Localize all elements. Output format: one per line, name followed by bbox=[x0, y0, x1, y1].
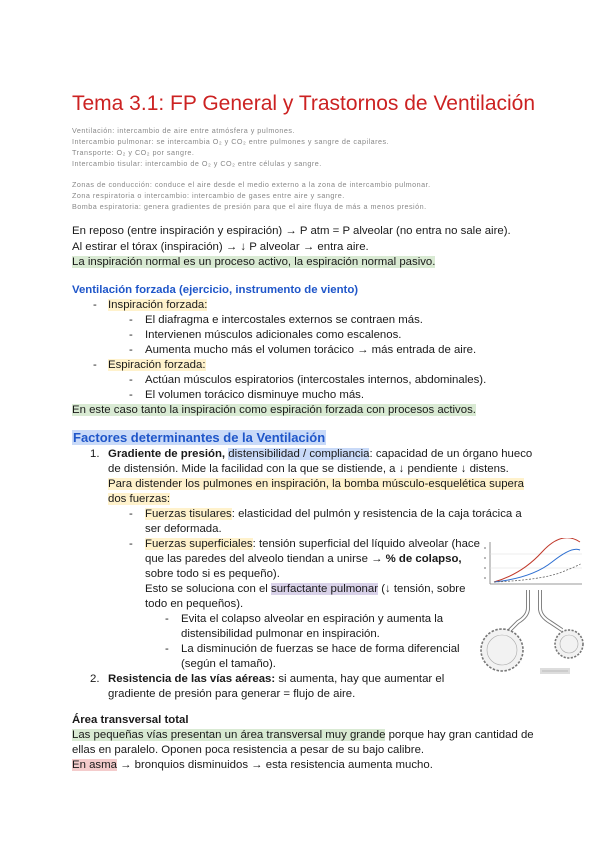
factor-2-line2: gradiente de presión para generar = flujo de aire. bbox=[108, 688, 356, 700]
dash-bullet: - bbox=[165, 643, 169, 655]
factor-2-title: Resistencia de las vías aéreas: bbox=[108, 673, 276, 685]
definition-line: Intercambio pulmonar: se intercambia O₂ y CO₂ entre pulmones y sangre de capilares. bbox=[72, 137, 390, 146]
surfactant-effect: Evita el colapso alveolar en espiración y aumenta la bbox=[181, 613, 444, 625]
surface-forces-text: : tensión superficial del líquido alveolar (hace bbox=[252, 538, 480, 550]
dash-bullet: - bbox=[129, 389, 133, 401]
surface-forces-line2: que las paredes del alveolo tiendan a unirse → bbox=[145, 553, 386, 565]
list-item: Aumenta mucho más el volumen torácico → más entrada de aire. bbox=[145, 344, 477, 356]
zone-line: Bomba espiratoria: genera gradientes de presión para que el aire fluya de más a menos presión. bbox=[72, 202, 427, 211]
factor-2-text: si aumenta, hay que aumentar el bbox=[275, 673, 445, 685]
dash-bullet: - bbox=[129, 538, 133, 550]
area-text: porque hay gran cantidad de bbox=[385, 729, 534, 741]
area-highlight: Las pequeñas vías presentan un área transversal muy grande bbox=[72, 729, 386, 741]
surfactant-effect: (según el tamaño). bbox=[181, 658, 276, 670]
dash-bullet: - bbox=[129, 508, 133, 520]
forced-ventilation-heading: Ventilación forzada (ejercicio, instrumento de viento) bbox=[72, 284, 359, 296]
rest-line: En reposo (entre inspiración y espiración) → P atm = P alveolar (no entra no sale aire). bbox=[72, 225, 511, 237]
asthma-text: → bronquios disminuidos → esta resistencia aumenta mucho. bbox=[116, 759, 433, 771]
surfactant-line2: todo en pequeños). bbox=[145, 598, 244, 610]
definition-line: Transporte: O₂ y CO₂ por sangre. bbox=[72, 148, 195, 157]
surface-forces-term: Fuerzas superficiales bbox=[145, 538, 253, 550]
page-title: Tema 3.1: FP General y Trastornos de Ventilación bbox=[72, 92, 536, 115]
alveoli-illustration bbox=[478, 590, 590, 690]
dash-bullet: - bbox=[129, 329, 133, 341]
forced-conclusion: En este caso tanto la inspiración como espiración forzada con procesos activos. bbox=[72, 404, 476, 416]
zone-line: Zona respiratoria o intercambio: intercambio de gases entre aire y sangre. bbox=[72, 191, 345, 200]
dash-bullet: - bbox=[129, 314, 133, 326]
surfactant-effect: distensibilidad pulmonar en inspiración. bbox=[181, 628, 380, 640]
area-line2: ellas en paralelo. Oponen poca resistencia a pesar de su bajo calibre. bbox=[72, 744, 425, 756]
factor-1-line2: de distensión. Mide la facilidad con la que se distiende, a ↓ pendiente ↓ distens. bbox=[108, 463, 509, 475]
compliance-graph bbox=[482, 538, 584, 588]
area-heading: Área transversal total bbox=[72, 714, 189, 726]
two-forces-line: dos fuerzas: bbox=[108, 493, 171, 505]
surfactant-effect: La disminución de fuerzas se hace de forma diferencial bbox=[181, 643, 460, 655]
dash-bullet: - bbox=[129, 344, 133, 356]
zone-line: Zonas de conducción: conduce el aire desde el medio externo a la zona de intercambio pulmonar. bbox=[72, 180, 431, 189]
factor-1-line bbox=[108, 447, 532, 462]
factor-1-title: Gradiente de presión, bbox=[108, 448, 226, 460]
list-item: Intervienen músculos adicionales como escalenos. bbox=[145, 329, 402, 341]
dash-bullet: - bbox=[93, 359, 97, 371]
surface-forces-line3: sobre todo si es pequeño). bbox=[145, 568, 280, 580]
factor-1-text: : capacidad de un órgano hueco bbox=[369, 448, 533, 460]
rest-line: Al estirar el tórax (inspiración) → ↓ P alveolar → entra aire. bbox=[72, 241, 369, 253]
active-process-line: La inspiración normal es un proceso activo, la espiración normal pasivo. bbox=[72, 256, 436, 268]
asthma-term: En asma bbox=[72, 759, 117, 771]
factors-heading: Factores determinantes de la Ventilación bbox=[73, 430, 326, 445]
list-number: 2. bbox=[90, 673, 100, 685]
definition-line: Ventilación: intercambio de aire entre atmósfera y pulmones. bbox=[72, 126, 295, 135]
two-forces-line: Para distender los pulmones en inspiración, la bomba músculo-esquelética supera bbox=[108, 478, 524, 490]
tissue-forces-line2: ser deformada. bbox=[145, 523, 222, 535]
forced-inspiration-label: Inspiración forzada: bbox=[108, 299, 208, 311]
compliance-term: distensibilidad / compliancia bbox=[228, 448, 370, 460]
list-item: Actúan músculos espiratorios (intercostales internos, abdominales). bbox=[145, 374, 487, 386]
tissue-forces-term: Fuerzas tisulares bbox=[145, 508, 232, 520]
tissue-forces-text: : elasticidad del pulmón y resistencia de la caja torácica a bbox=[231, 508, 522, 520]
list-number: 1. bbox=[90, 448, 100, 460]
list-item: El diafragma e intercostales externos se contraen más. bbox=[145, 314, 423, 326]
definition-line: Intercambio tisular: intercambio de O₂ y CO₂ entre células y sangre. bbox=[72, 159, 322, 168]
surfactant-post: (↓ tensión, sobre bbox=[378, 583, 466, 595]
dash-bullet: - bbox=[165, 613, 169, 625]
collapse-percent: % de colapso, bbox=[385, 553, 462, 565]
dash-bullet: - bbox=[129, 374, 133, 386]
surfactant-pre: Esto se soluciona con el bbox=[145, 583, 272, 595]
dash-bullet: - bbox=[93, 299, 97, 311]
forced-expiration-label: Espiración forzada: bbox=[108, 359, 206, 371]
list-item: El volumen torácico disminuye mucho más. bbox=[145, 389, 365, 401]
surfactant-term: surfactante pulmonar bbox=[271, 583, 379, 595]
